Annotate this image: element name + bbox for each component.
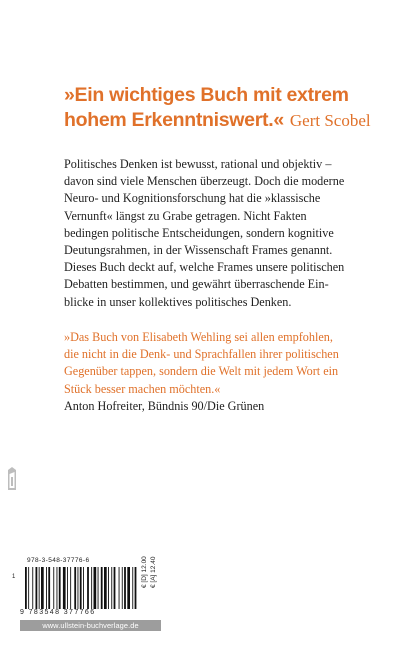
barcode-bar [53,567,54,609]
barcode-bar [80,567,82,609]
barcode-bar [41,567,44,609]
second-quote-attribution: Anton Hofreiter, Bündnis 90/Die Grünen [64,398,265,413]
barcode-bar [108,567,109,609]
barcode-bar [101,567,103,609]
price-germany: € [D] 12.00 [141,556,148,588]
barcode-bar [78,567,79,609]
headline-quote-line-2: hohem Erkenntniswert.« [64,109,284,131]
barcode-bar [39,567,40,609]
blurb-line: Politisches Denken ist bewusst, rational und objektiv – [64,157,332,171]
barcode-bar [91,567,92,609]
publisher-website: www.ullstein-buchverlage.de [20,620,161,631]
isbn-number: 978-3-548-37776-6 [27,557,90,564]
blurb-line: bedingen politische Entscheidungen, sondern kognitive [64,225,334,240]
headline-quote-line-1: »Ein wichtiges Buch mit extrem [64,84,349,106]
barcode-bar [124,567,126,609]
barcode-bar [104,567,107,609]
barcode-bar [57,567,58,609]
second-quote-line: »Das Buch von Elisabeth Wehling sei allen empfohlen, [64,330,333,344]
barcode-bar [67,567,68,609]
price-austria: € [A] 12.40 [150,556,157,588]
barcode-bar [119,567,120,609]
barcode-bar [36,567,38,609]
barcode-bar [74,567,76,609]
blurb-line: Debatten bestimmen, und gewährt überraschende Ein- [64,277,329,292]
barcode-icon [24,567,138,609]
barcode-bar [46,567,47,609]
barcode-bar [135,567,137,609]
second-quote [64,329,384,415]
barcode-bar [87,567,89,609]
second-quote-line: Gegenüber tappen, sondern die Welt mit jedem Wort ein [64,364,339,379]
barcode-bar [127,567,130,609]
barcode-bar [94,567,97,609]
barcode-bar [48,567,50,609]
second-quote-line: Stück besser machen möchten.« [64,381,221,396]
barcode-bar [114,567,116,609]
barcode-bar [83,567,84,609]
blurb-line: Deutungsrahmen, in der Wissenschaft Frames genannt. [64,243,333,258]
blurb-line: blicke in unser kollektives politisches Denken. [64,294,292,309]
barcode-bar [25,567,27,609]
blurb-line: davon sind viele Menschen überzeugt. Doch die moderne [64,174,345,189]
barcode-bar [111,567,112,609]
blurb-line: Dieses Buch deckt auf, welche Frames unsere politischen [64,260,345,275]
ullstein-owl-logo-icon [6,466,18,492]
blurb-line: Neuro- und Kognitionsforschung hat die »klassische [64,191,321,206]
barcode-bar [70,567,71,609]
barcode-bar [32,567,33,609]
barcode-side-number: 1 [12,574,16,580]
barcode-bar [63,567,66,609]
blurb-line: Vernunft« längst zu Grabe getragen. Nicht Fakten [64,208,307,223]
second-quote-line: die nicht in die Denk- und Sprachfallen ihrer politischen [64,347,339,362]
barcode-bar [98,567,99,609]
barcode-bar [28,567,29,609]
blurb-text [64,156,384,311]
barcode-digits: 9 783548 377766 [20,609,96,616]
headline-quote-author: Gert Scobel [289,111,371,130]
headline-quote [64,83,404,133]
barcode-bar [122,567,123,609]
barcode-bar [132,567,133,609]
barcode-bar [59,567,61,609]
